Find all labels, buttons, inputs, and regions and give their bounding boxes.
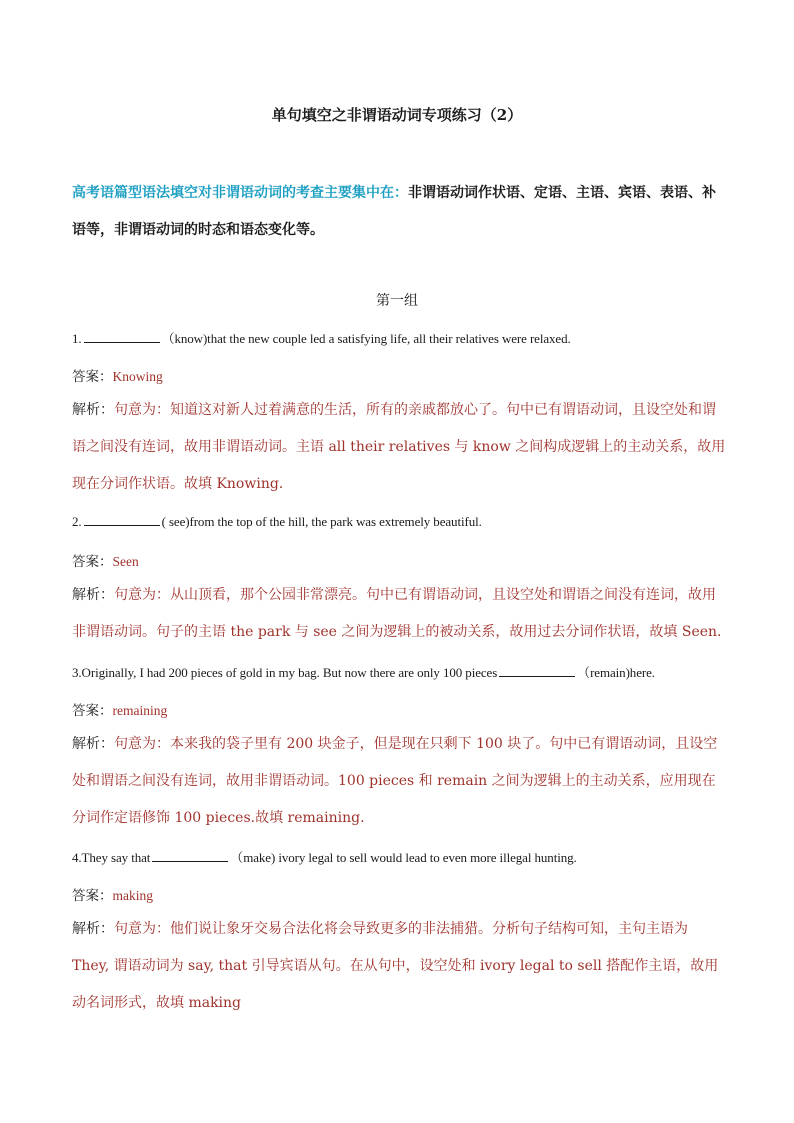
explanation-3 [72,726,726,837]
answer-label: 答案： [72,554,113,570]
explanation-label: 解析： [72,402,114,418]
answer-2 [72,550,726,570]
intro-rest: 非谓语动词作状语、定语、主语、宾语、表语、补语等，非谓语动词的时态和语态变化等。 [72,185,716,238]
answer-label: 答案： [72,703,113,719]
explanation-2 [72,577,726,651]
answer-label: 答案： [72,888,113,904]
answer-3 [72,699,726,719]
intro-lead: 高考语篇型语法填空对非谓语动词的考查主要集中在： [72,185,408,201]
explanation-text: 句意为：知道这对新人过着满意的生活，所有的亲戚都放心了。句中已有谓语动词，且设空处和谓语之间没有连词，故用非谓语动词。主语 all their relatives 与 know 之间构成逻辑上的主动关系，故用现在分词作状语。故填 Knowing. [72,402,726,492]
question-text: （know)that the new couple led a satisfying life, all their relatives were relaxed. [161,331,571,346]
intro-paragraph [72,175,726,249]
answer-value: Knowing [112,369,163,384]
question-text: ( see)from the top of the hill, the park was extremely beautiful. [161,514,482,529]
explanation-label: 解析： [72,736,114,752]
question-2 [72,513,726,530]
answer-blank[interactable] [152,849,228,862]
question-number: 1. [72,331,82,346]
explanation-1 [72,392,726,503]
explanation-text: 句意为：本来我的袋子里有 200 块金子，但是现在只剩下 100 块了。句中已有谓语动词，且设空处和谓语之间没有连词，故用非谓语动词。100 pieces 和 remain 之间为逻辑上的主动关系，应用现在分词作定语修饰 100 pieces.故填 remaining. [72,736,718,826]
answer-4 [72,884,726,904]
answer-label: 答案： [72,369,113,385]
answer-blank[interactable] [499,664,575,677]
question-3 [72,662,726,681]
answer-1 [72,365,726,385]
question-number: 4.They say that [72,850,151,865]
answer-value: making [112,888,153,903]
question-4 [72,847,726,866]
question-number: 3.Originally, I had 200 pieces of gold in my bag. But now there are only 100 pieces [72,665,498,680]
answer-value: Seen [112,554,139,569]
answer-value: remaining [112,703,168,718]
explanation-label: 解析： [72,921,114,937]
page-title: 单句填空之非谓语动词专项练习（2） [271,106,523,124]
explanation-label: 解析： [72,587,114,603]
question-text: （remain)here. [577,665,655,680]
explanation-4 [72,911,726,1022]
explanation-text: 句意为：他们说让象牙交易合法化将会导致更多的非法捕猎。分析句子结构可知，主句主语为 They, 谓语动词为 say, that 引导宾语从句。在从句中，设空处和 ivory legal to sell 搭配作主语，故用动名词形式，故填 making [72,921,719,1011]
answer-blank[interactable] [84,513,160,526]
explanation-text: 句意为：从山顶看，那个公园非常漂亮。句中已有谓语动词，且设空处和谓语之间没有连词，故用非谓语动词。句子的主语 the park 与 see 之间为逻辑上的被动关系，故用过去分词作状语，故填 Seen. [72,587,722,640]
answer-blank[interactable] [84,330,160,343]
group-title: 第一组 [376,293,418,309]
question-text: （make) ivory legal to sell would lead to even more illegal hunting. [230,850,577,865]
question-number: 2. [72,514,82,529]
question-1 [72,328,726,347]
